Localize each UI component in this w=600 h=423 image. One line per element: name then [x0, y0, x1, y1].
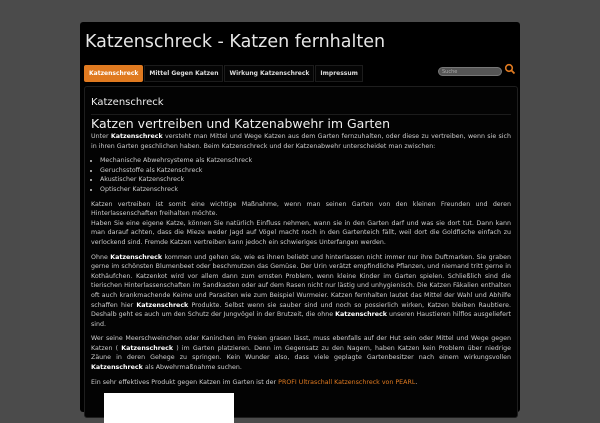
- bold-keyword: Katzenschreck: [121, 344, 174, 352]
- text-segment: kommen und gehen sie, wie es ihnen beliebt und hinterlassen nicht immer nur ihre Duftmarken. Sie graben gerne im schönsten Blumenbeet oder beschmutzen das Gemüse. Der Urin verätzt empfindliche Pflanzen, und niemand tritt gerne in Kothäufchen. Katzenkot wird vor allem dann zum ernsten Problem, wenn kleine Kinder im Garten spielen. Schließlich sind die tierischen Hinterlassenschaften im Sandkasten oder auf dem Rasen nicht nur lästig und unhygienisch. Die Katzen Fäkalien enthalten oft auch krankmachende Keime und Parasiten wie zum Beispiel Wurmeier. Katzen fernhalten lautet das Mittel der Wahl und Abhilfe schaffen hier: [91, 253, 511, 309]
- nav-item-impressum[interactable]: Impressum: [315, 65, 362, 82]
- bold-keyword: Katzenschreck: [110, 133, 163, 140]
- nav-item-wirkung-katzenschreck[interactable]: Wirkung Katzenschreck: [224, 65, 314, 82]
- search-icon[interactable]: [504, 63, 516, 75]
- nav-item-katzenschreck[interactable]: Katzenschreck: [84, 65, 143, 82]
- text-segment: Haben Sie eine eigene Katze, können Sie natürlich Einfluss nehmen, wann sie in den Garten darf und was sie dort tut. Dann kann man darauf achten, dass die Mieze weder Jagd auf Vögel macht noch in den Gartenteich fällt, weil dort die Goldfische einfach zu verlockend sind. Fremde Katzen vertreiben kann jedoch ein schwieriges Unterfangen werden.: [91, 219, 511, 246]
- intro-paragraph: [91, 132, 511, 151]
- text-segment: unseren Haustieren hilflos ausgeliefert sind.: [91, 311, 512, 328]
- list-item: • Geruchsstoffe als Katzenschreck: [100, 166, 511, 176]
- text-segment: Katzen vertreiben ist somit eine wichtige Maßnahme, wenn man seinen Garten von den kleinen Freunden und deren Hinterlassenschaften freihalten möchte.: [91, 200, 511, 218]
- product-image[interactable]: [104, 393, 234, 423]
- main-nav: [84, 65, 363, 82]
- text-segment: ) im Garten platzieren. Denn im Gegensatz zu den Nagern, haben Katzen kein Problem über niedrige Zäune in deren Gehege zu springen. Kein Wunder also, dass viele geplagte Gartenbesitzer nach einem wirkungsvollen: [91, 344, 512, 362]
- site-title[interactable]: Katzenschreck - Katzen fernhalten: [85, 32, 386, 52]
- bold-keyword: Katzenschreck: [335, 311, 387, 319]
- divider: [91, 114, 511, 115]
- bold-keyword: Katzenschreck: [91, 364, 143, 372]
- content-area: [84, 86, 518, 418]
- bold-keyword: Katzenschreck: [110, 253, 163, 261]
- paragraph: [91, 253, 511, 330]
- page-container: [80, 22, 520, 412]
- text-segment: Ein sehr effektives Produkt gegen Katzen im Garten ist der: [91, 378, 279, 386]
- list-item: • Mechanische Abwehrsysteme als Katzenschreck: [100, 156, 511, 166]
- paragraphs: [91, 200, 511, 388]
- bold-keyword: Katzenschreck: [136, 301, 189, 309]
- list-item: • Akustischer Katzenschreck: [100, 175, 511, 185]
- paragraph: [91, 200, 511, 248]
- nav-item-mittel-gegen-katzen[interactable]: Mittel Gegen Katzen: [144, 65, 223, 82]
- text-segment: .: [415, 378, 418, 386]
- article-body: [91, 116, 511, 392]
- text-segment: Wer seine Meerschweinchen oder Kaninchen im Freien grasen lässt, muss ebenfalls auf der Hut sein oder Mittel und Wege gegen Katzen (: [91, 335, 511, 352]
- paragraph: [91, 334, 511, 372]
- paragraph: [91, 378, 511, 388]
- search-input[interactable]: Suche: [438, 67, 502, 76]
- text-segment: Produkte. Selbst wenn sie sauber sind und noch so possierlich wirken, Katzen bleiben Raubtiere. Deshalb geht es auch um den Schutz der Jungvögel in der Brutzeit, die ohne: [91, 301, 511, 319]
- method-list: [91, 156, 511, 194]
- list-item: • Optischer Katzenschreck: [100, 185, 511, 195]
- text-segment: Ohne: [91, 253, 111, 261]
- text-segment: Unter: [91, 133, 111, 140]
- breadcrumb: Katzenschreck: [91, 97, 164, 108]
- text-segment: als Abwehrmaßnahme suchen.: [142, 364, 242, 372]
- text-segment: versteht man Mittel und Wege Katzen aus dem Garten fernzuhalten, oder diese zu vertreiben, wenn sie sich in ihren Garten geschlichen haben. Beim Katzenschreck und der Katzenabwehr unterscheidet man zwischen:: [91, 133, 511, 150]
- product-link[interactable]: PROFI Ultraschall Katzenschreck von PEARL: [278, 378, 416, 386]
- article-heading: Katzen vertreiben und Katzenabwehr im Garten: [91, 116, 390, 131]
